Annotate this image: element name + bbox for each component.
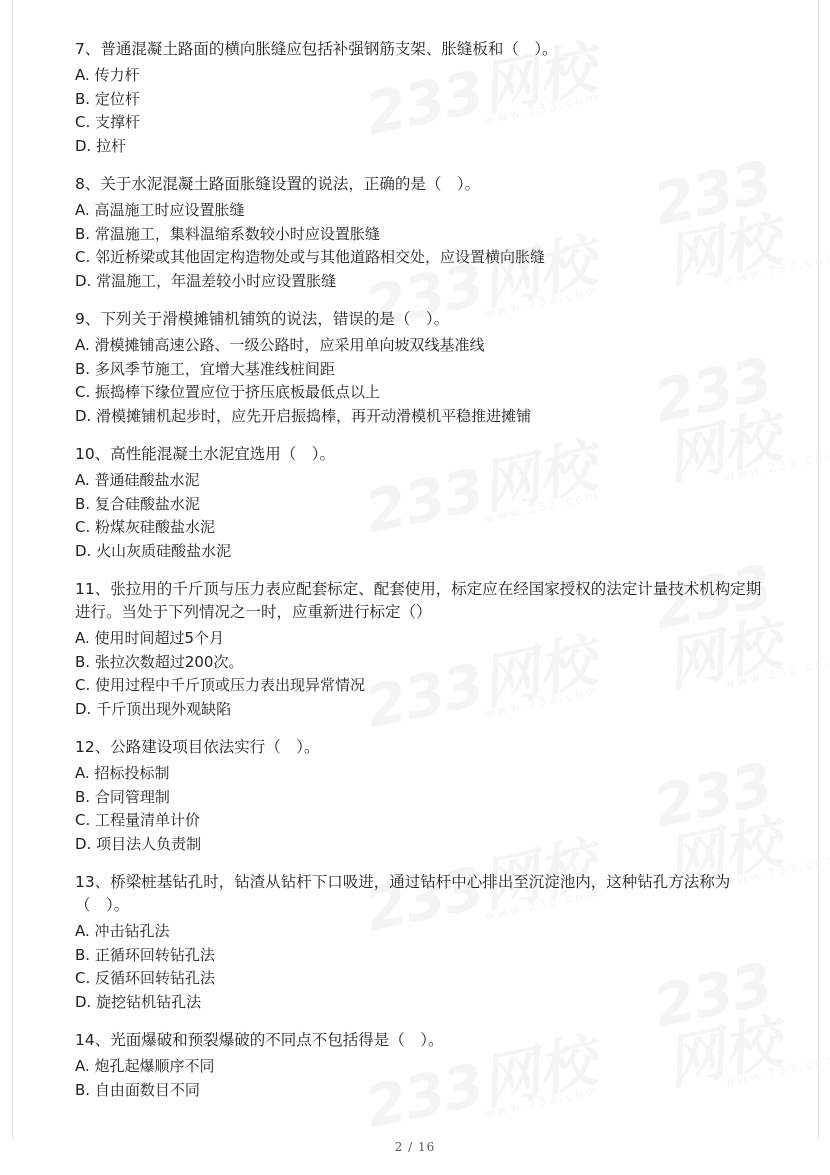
option-a: A. 普通硅酸盐水泥: [75, 471, 200, 489]
option-c: C. 反循环回转钻孔法: [75, 969, 216, 987]
option-d: D. 项目法人负责制: [75, 834, 202, 853]
option-d: D. 拉杆: [75, 136, 127, 155]
option-b: B. 常温施工，集料温缩系数较小时应设置胀缝: [75, 224, 380, 243]
option-d: D. 千斤顶出现外观缺陷: [75, 699, 232, 718]
option-b: B. 定位杆: [75, 89, 140, 108]
option-c: C. 振捣棒下缘位置应位于挤压底板最低点以上: [75, 383, 381, 401]
question-stem: 13、桥梁桩基钻孔时，钻渣从钻杆下口吸进，通过钻杆中心排出至沉淀池内，这种钻孔方法称为（ ）。: [75, 873, 731, 914]
question-11: [75, 578, 765, 721]
option-a: A. 炮孔起爆顺序不同: [75, 1057, 215, 1075]
option-c: C. 支撑杆: [75, 113, 141, 131]
question-stem: 7、普通混凝土路面的横向胀缝应包括补强钢筋支架、胀缝板和（ ）。: [75, 40, 558, 58]
option-b: B. 合同管理制: [75, 787, 170, 806]
question-8: [75, 173, 765, 293]
question-stem: 11、张拉用的千斤顶与压力表应配套标定、配套使用，标定应在经国家授权的法定计量技术机构定期进行。当处于下列情况之一时，应重新进行标定（）: [75, 580, 762, 621]
question-9: [75, 308, 765, 428]
option-d: D. 火山灰质硅酸盐水泥: [75, 541, 232, 560]
question-14: [75, 1029, 765, 1102]
option-a: A. 冲击钻孔法: [75, 922, 170, 940]
question-stem: 8、关于水泥混凝土路面胀缝设置的说法，正确的是（ ）。: [75, 175, 481, 193]
question-stem: 12、公路建设项目依法实行（ ）。: [75, 738, 320, 756]
page-border-right: [818, 0, 819, 1140]
question-stem: 10、高性能混凝土水泥宜选用（ ）。: [75, 445, 335, 463]
option-b: B. 张拉次数超过200次。: [75, 652, 244, 671]
option-b: B. 复合硅酸盐水泥: [75, 494, 200, 513]
option-b: B. 多风季节施工，宜增大基准线桩间距: [75, 359, 335, 378]
option-a: A. 使用时间超过5个月: [75, 629, 225, 647]
question-12: [75, 736, 765, 856]
question-stem: 14、光面爆破和预裂爆破的不同点不包括得是（ ）。: [75, 1031, 444, 1049]
option-a: A. 高温施工时应设置胀缝: [75, 201, 245, 219]
option-d: D. 旋挖钻机钻孔法: [75, 992, 202, 1011]
option-c: C. 工程量清单计价: [75, 811, 201, 829]
option-c: C. 使用过程中千斤顶或压力表出现异常情况: [75, 676, 366, 694]
option-a: A. 传力杆: [75, 66, 140, 84]
option-d: D. 常温施工，年温差较小时应设置胀缝: [75, 271, 337, 290]
option-c: C. 邻近桥梁或其他固定构造物处或与其他道路相交处，应设置横向胀缝: [75, 248, 546, 266]
option-b: B. 正循环回转钻孔法: [75, 945, 215, 964]
option-a: A. 滑模摊铺高速公路、一级公路时，应采用单向坡双线基准线: [75, 336, 485, 354]
option-d: D. 滑模摊铺机起步时，应先开启振捣棒，再开动滑模机平稳推进摊铺: [75, 406, 532, 425]
question-10: [75, 443, 765, 563]
question-stem: 9、下列关于滑模摊铺机铺筑的说法，错误的是（ ）。: [75, 310, 450, 328]
page-number: 2 / 16: [394, 1140, 436, 1154]
page-border-left: [12, 0, 13, 1140]
option-a: A. 招标投标制: [75, 764, 170, 782]
question-13: [75, 871, 765, 1014]
question-7: [75, 38, 765, 158]
option-c: C. 粉煤灰硅酸盐水泥: [75, 518, 216, 536]
option-b: B. 自由面数目不同: [75, 1080, 200, 1099]
question-list: [75, 38, 765, 1117]
